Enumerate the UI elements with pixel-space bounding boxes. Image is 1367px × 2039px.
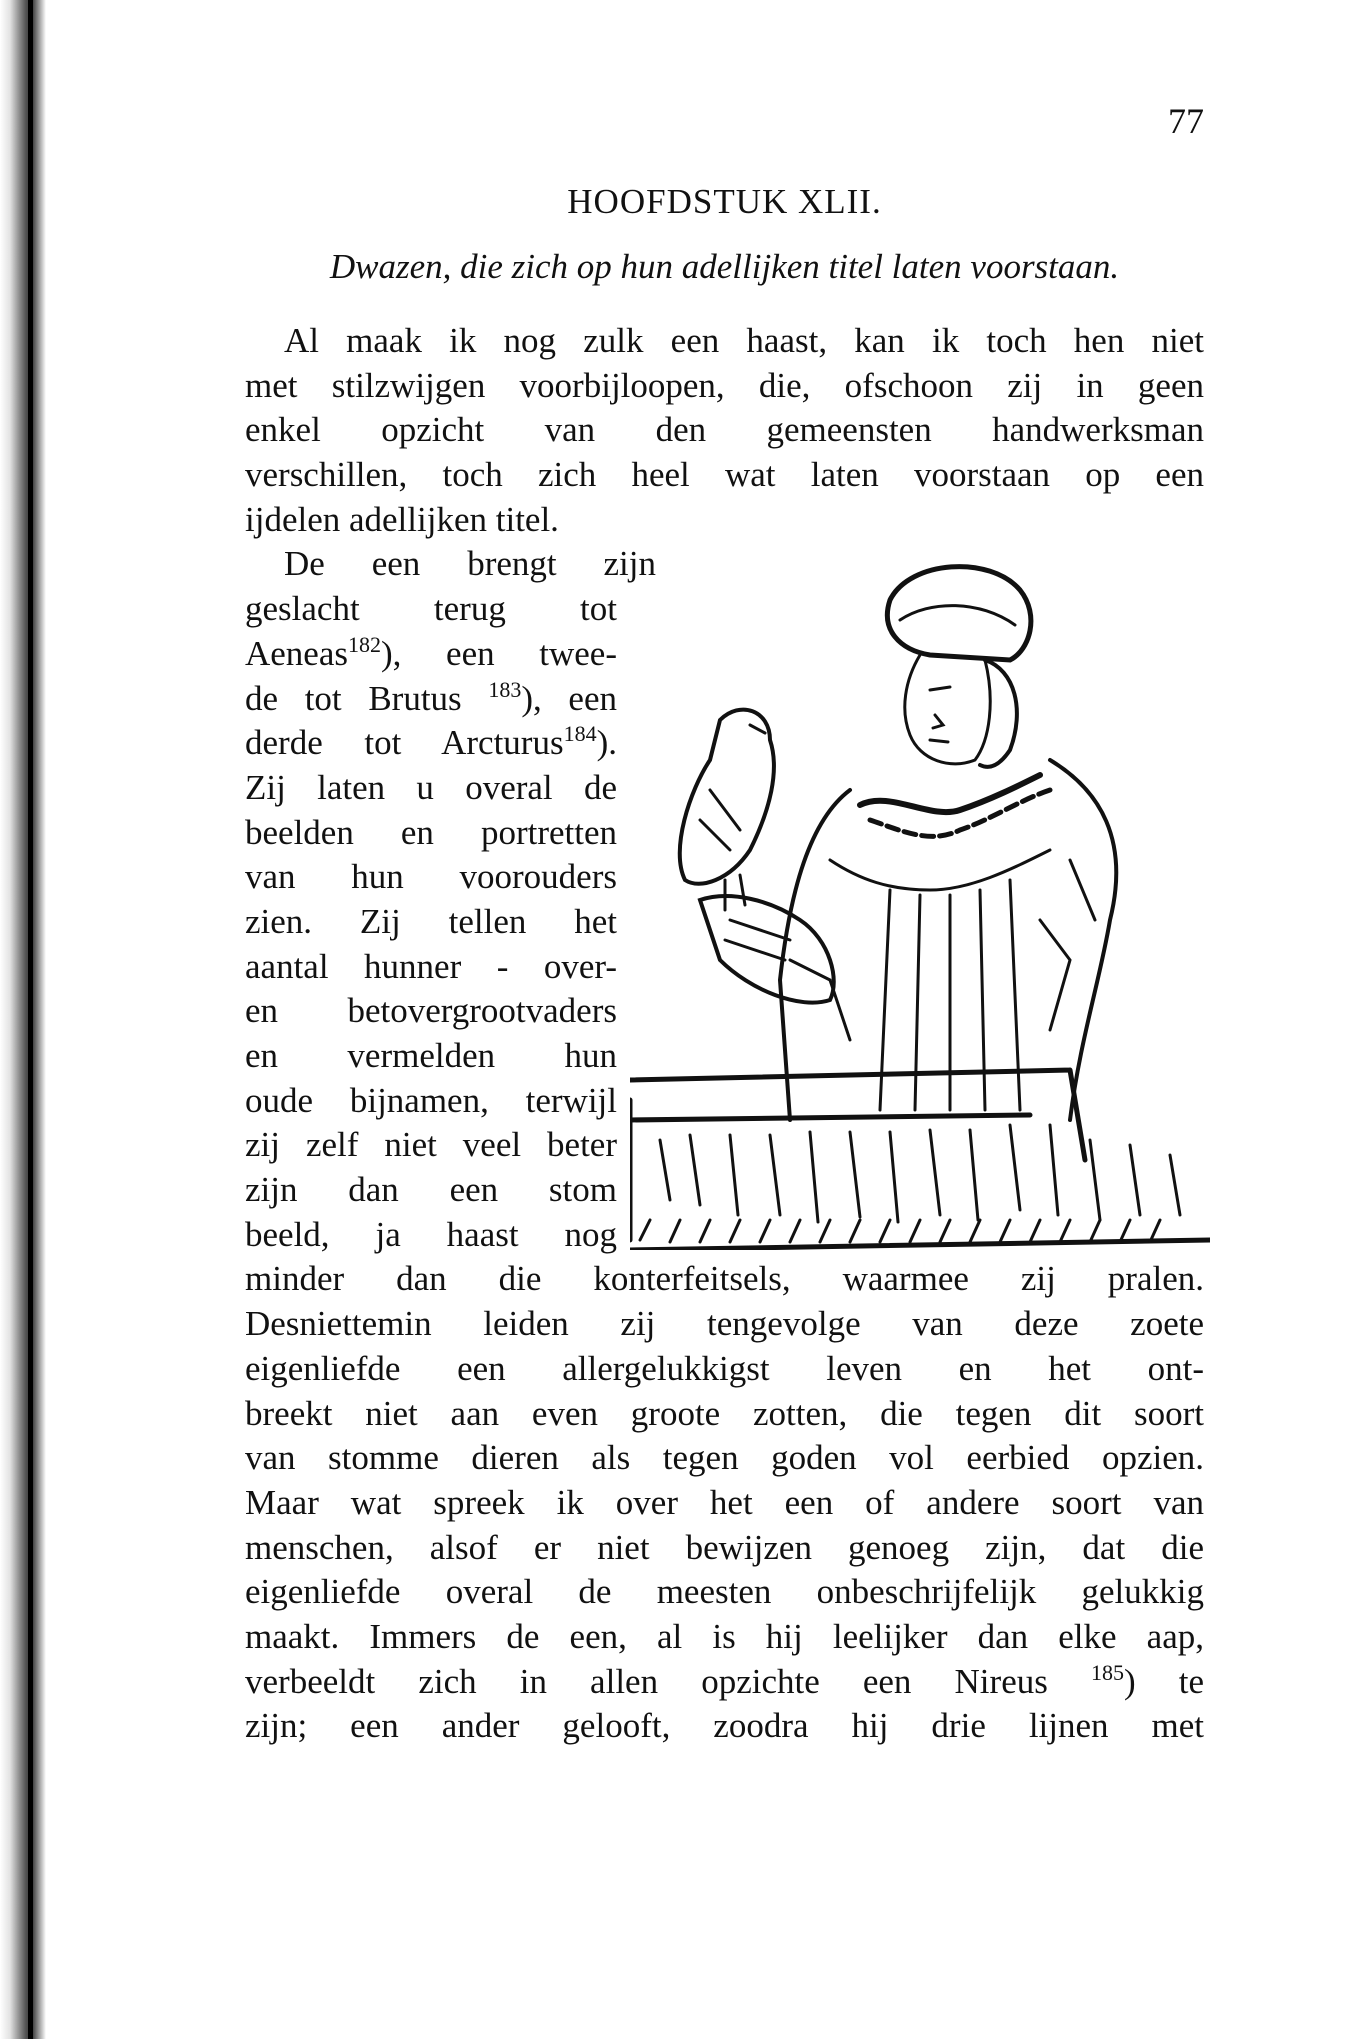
text-segment: Aeneas (245, 633, 349, 673)
text-line (245, 1079, 617, 1124)
text-segment: menschen, alsof er niet bewijzen genoeg zijn, dat die (245, 1527, 1204, 1567)
text-line (245, 1615, 1204, 1660)
text-segment: Desniettemin leiden zij tengevolge van deze zoete (245, 1304, 1204, 1344)
text-line (245, 1257, 1204, 1302)
text-line (245, 1481, 1204, 1526)
text-segment: verbeeldt zich in allen opzichte een Nireus (245, 1661, 1091, 1701)
text-segment: oude bijnamen, terwijl (245, 1080, 617, 1120)
text-line (245, 364, 1204, 409)
text-line (245, 1347, 1204, 1392)
footnote-reference: 184 (563, 721, 597, 747)
text-segment: ). (596, 723, 617, 763)
text-segment: beeld, ja haast nog (245, 1214, 617, 1254)
text-segment: ), een twee- (381, 633, 617, 673)
text-line (245, 587, 617, 632)
text-line (245, 1123, 617, 1168)
text-segment: Zij laten u overal de (245, 767, 617, 807)
text-line (245, 542, 656, 587)
text-segment: zij zelf niet veel beter (245, 1125, 617, 1165)
text-segment: eigenliefde een allergelukkigst leven en het ont- (245, 1348, 1204, 1388)
text-segment: zijn; een ander gelooft, zoodra hij drie lijnen met (245, 1706, 1204, 1746)
text-line (245, 1213, 617, 1258)
footnote-reference: 183 (488, 676, 522, 702)
text-line (245, 855, 617, 900)
text-segment: minder dan die konterfeitsels, waarmee zij pralen. (245, 1259, 1204, 1299)
text-segment: van stomme dieren als tegen goden vol eerbied opzien. (245, 1438, 1204, 1478)
text-segment: van hun voorouders (245, 857, 617, 897)
text-line (245, 900, 617, 945)
text-line (245, 408, 1204, 453)
text-line (245, 1570, 1204, 1615)
text-segment: aantal hunner - over- (245, 946, 617, 986)
text-line (245, 1436, 1204, 1481)
text-line (245, 1034, 617, 1079)
text-segment: eigenliefde overal de meesten onbeschrijfelijk gelukkig (245, 1572, 1204, 1612)
text-line (245, 1392, 1204, 1437)
footnote-reference: 185 (1090, 1659, 1124, 1685)
text-line (245, 1660, 1204, 1705)
text-segment: zien. Zij tellen het (245, 901, 617, 941)
text-line (245, 632, 617, 677)
text-segment: derde tot Arcturus (245, 723, 564, 763)
text-segment: de tot Brutus (245, 678, 489, 718)
text-line (245, 1526, 1204, 1571)
text-segment: ), een (521, 678, 617, 718)
text-line (245, 989, 617, 1034)
woodcut-illustration-nobleman-with-falcon (630, 560, 1210, 1250)
text-line (245, 498, 1204, 543)
text-segment: en vermelden hun (245, 1036, 617, 1075)
text-segment: verschillen, toch zich heel wat laten voorstaan op een (245, 455, 1204, 495)
text-line (245, 811, 617, 856)
text-line (245, 677, 617, 722)
page-number: 77 (1168, 101, 1204, 141)
text-segment: geslacht terug tot (245, 589, 617, 629)
chapter-title: HOOFDSTUK XLII. (567, 182, 882, 221)
text-line (245, 945, 617, 990)
scan-edge-line (28, 0, 33, 2039)
text-segment: ijdelen adellijken titel. (245, 499, 559, 539)
text-segment: breekt niet aan even groote zotten, die tegen dit soort (245, 1393, 1204, 1433)
text-line (245, 766, 617, 811)
text-line (245, 319, 1204, 364)
text-segment: Maar wat spreek ik over het een of andere soort van (245, 1482, 1204, 1522)
text-segment: enkel opzicht van den gemeensten handwerksman (245, 410, 1204, 450)
text-line (245, 1302, 1204, 1347)
text-line (245, 1168, 617, 1213)
footnote-reference: 182 (348, 631, 382, 657)
text-line (245, 721, 617, 766)
chapter-subtitle: Dwazen, die zich op hun adellijken titel laten voorstaan. (329, 247, 1120, 286)
text-segment: met stilzwijgen voorbijloopen, die, ofschoon zij in geen (245, 365, 1204, 405)
text-line (245, 453, 1204, 498)
text-segment: Al maak ik nog zulk een haast, kan ik toch hen niet (284, 321, 1204, 360)
text-segment: en betovergrootvaders (245, 991, 617, 1031)
text-line (245, 1704, 1204, 1749)
text-segment: ) te (1123, 1661, 1204, 1701)
scan-edge-shadow (0, 0, 46, 2039)
text-segment: beelden en portretten (245, 812, 617, 852)
text-segment: De een brengt zijn (284, 544, 656, 584)
text-segment: maakt. Immers de een, al is hij leelijker dan elke aap, (245, 1616, 1204, 1656)
text-segment: zijn dan een stom (245, 1170, 617, 1210)
